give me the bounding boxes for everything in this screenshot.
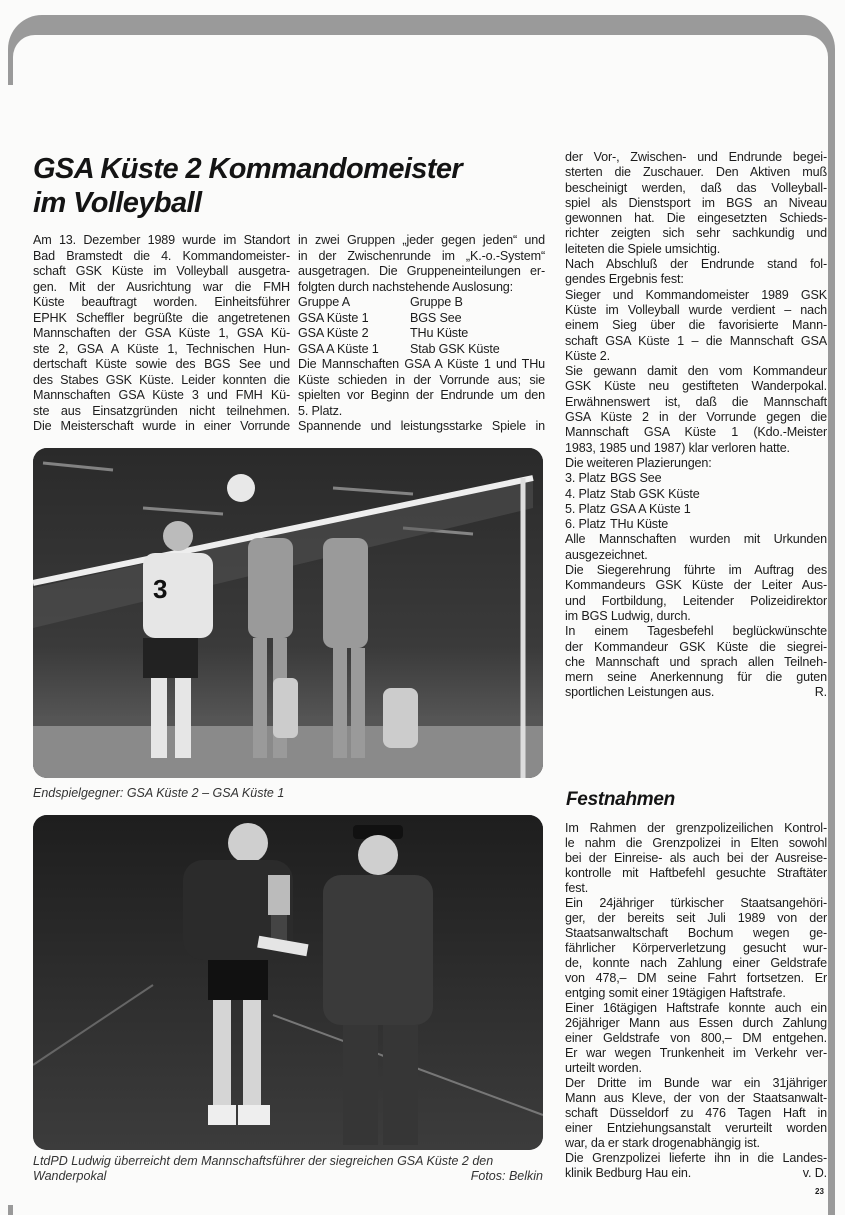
- text-line: fest.: [565, 881, 589, 895]
- list-label: GSA A Küste 1: [298, 341, 379, 356]
- text-line: Er war wegen Trunkenheit im Verkehr ver-: [565, 1046, 827, 1060]
- photo-credit: Fotos: Belkin: [470, 1169, 543, 1183]
- photo-caption-1: Endspielgegner: GSA Küste 2 – GSA Küste 1: [33, 786, 285, 800]
- text-line: von 478,– DM seine Fahrt fortsetzen. Er: [565, 971, 827, 985]
- text-line: im BGS Ludwig, durch.: [565, 608, 691, 623]
- text-line: Mann aus Kleve, der von der Staatsanwalt-: [565, 1091, 827, 1105]
- text-line: spielten vor Beginn der Endrunde um den: [298, 388, 545, 402]
- article-column-1: [33, 233, 290, 435]
- photo-caption-2: [33, 1154, 543, 1184]
- list-label: GSA Küste 2: [298, 326, 369, 340]
- text-line: richter zeigten sich sehr sachkundig und: [565, 226, 827, 241]
- title-line: GSA Küste 2 Kommandomeister: [33, 153, 463, 185]
- list-value: BGS See: [610, 471, 662, 486]
- text-line: Alle Mannschaften wurden mit Urkunden: [565, 532, 827, 547]
- text-line: des Stabes GSK Küste. Leider konnten die: [33, 372, 290, 387]
- text-line: Küste 2.: [565, 348, 611, 363]
- text-line: GSA Küste 2 in der Vorrunde gegen die: [565, 410, 827, 425]
- text-line: und Fortbildung, Leitender Polizeidirektor: [565, 593, 827, 608]
- list-label: 6. Platz: [565, 517, 606, 532]
- text-line: Küste im Volleyball wurde verdient – nach: [565, 302, 827, 317]
- text-line: Einer 16tägigen Haftstrafe konnte auch ein: [565, 1001, 827, 1015]
- text-line: schaft GSA Küste 1 – die Mannschaft GSA: [565, 333, 827, 348]
- list-value: Gruppe B: [410, 295, 463, 309]
- list-value: Stab GSK Küste: [410, 341, 500, 356]
- list-value: Stab GSK Küste: [610, 486, 700, 501]
- text-line: spiel als Dienstsport im BGS an Niveau: [565, 195, 827, 210]
- text-line-content: sportlichen Leistungen aus.: [565, 685, 715, 700]
- text-line: Staatsanwaltschaft Bochum wegen ge-: [565, 926, 827, 940]
- text-line: 5. Platz.: [298, 403, 343, 418]
- text-line: Sieger und Kommandomeister 1989 GSK: [565, 287, 827, 302]
- list-value: GSA A Küste 1: [610, 501, 691, 516]
- text-line: ste aus Einsatzgründen nicht teilnehmen.: [33, 403, 290, 418]
- text-line: In einem Tagesbefehl beglückwünschte: [565, 624, 827, 639]
- page-number: 23: [815, 1187, 824, 1196]
- text-line: Küste beauftragt worden. Einheitsführer: [33, 295, 290, 309]
- text-line: Kommandeurs GSK Küste der Leiter Aus-: [565, 578, 827, 593]
- text-line: in zwei Gruppen „jeder gegen jeden“ und: [298, 233, 545, 247]
- text-line: de, konnte nach Zahlung einer Geldstrafe: [565, 956, 827, 970]
- text-line: schaft Düsseldorf zu 476 Tagen Haft in: [565, 1106, 827, 1120]
- list-label: 5. Platz: [565, 501, 606, 516]
- text-line: der Kommandeur GSK Küste die siegrei-: [565, 639, 827, 654]
- text-line: kontrolle mit Haftbefehl gesuchte Straftäter: [565, 866, 827, 880]
- text-line: ste 2, GSA A Küste 1, Technischen Hun-: [33, 341, 290, 356]
- text-line: ger, der bereits seit Juli 1989 von der: [565, 911, 827, 925]
- text-line: gendes Ergebnis fest:: [565, 272, 684, 287]
- text-line: schaft GSK Küste im Volleyball ausgetra-: [33, 264, 290, 278]
- text-line: 26jähriger Mann aus Essen durch Zahlung: [565, 1016, 827, 1030]
- text-line: GSK Küste neu gestifteten Wanderpokal.: [565, 379, 827, 394]
- text-line: Spannende und leistungsstarke Spiele in: [298, 419, 545, 433]
- text-line: 1983, 1985 und 1987) klar verloren hatte.: [565, 440, 790, 455]
- text-line: Ein 24jähriger türkischer Staatsangehöri-: [565, 896, 827, 910]
- text-line: Sie gewann damit den vom Kommandeur: [565, 364, 827, 379]
- article-column-3: [565, 150, 827, 701]
- list-row: [298, 342, 545, 358]
- list-row: [565, 471, 827, 486]
- text-line: Mannschaften der GSA Küste 1, GSA Kü-: [33, 326, 290, 340]
- list-value: THu Küste: [610, 517, 669, 532]
- text-line: Die Grenzpolizei lieferte ihn in die Landes-: [565, 1151, 827, 1165]
- text-line: dertschaft Küste sowie des BGS See und: [33, 357, 290, 371]
- text-line: urteilt worden.: [565, 1061, 642, 1075]
- text-line: Erwähnenswert ist, daß die Mannschaft: [565, 394, 827, 409]
- text-line: Die weiteren Plazierungen:: [565, 455, 712, 470]
- text-line: einer Geldstrafe von 800,– DM entgehen.: [565, 1031, 827, 1045]
- list-row: [565, 517, 827, 532]
- text-line: Bad Bramstedt die 4. Kommandomeister-: [33, 248, 290, 263]
- text-line: [565, 1166, 827, 1181]
- text-line: entging somit einer 19tägigen Haftstrafe.: [565, 986, 786, 1000]
- article-column-2: [298, 233, 545, 435]
- volleyball: [227, 474, 255, 502]
- text-line: ausgetragen. Die Gruppeneinteilungen er-: [298, 264, 545, 278]
- text-line: Im Rahmen der grenzpolizeilichen Kontrol-: [565, 821, 827, 835]
- list-value: THu Küste: [410, 326, 469, 340]
- festnahmen-column: [565, 821, 827, 1181]
- text-line: Mannschaft GSA Küste 1 (Kdo.-Meister: [565, 425, 827, 440]
- text-line: mern seine Anerkennung für die guten: [565, 670, 827, 685]
- jersey-number: 3: [153, 574, 168, 604]
- text-line: folgten durch nachstehende Auslosung:: [298, 279, 514, 294]
- photo-volleyball-match: [33, 448, 543, 778]
- article-title: [33, 152, 553, 220]
- text-line: che Mannschaft und sprach allen Teilneh-: [565, 654, 827, 669]
- trophy: [268, 875, 290, 945]
- text-line: gewonnen hat. Die eingesetzten Schieds-: [565, 211, 827, 226]
- text-line: einer Entziehungsanstalt verurteilt worden: [565, 1121, 827, 1135]
- text-line-content: klinik Bedburg Hau ein.: [565, 1166, 692, 1180]
- list-label: Gruppe A: [298, 295, 351, 309]
- text-line: EPHK Scheffler begrüßte die angetretenen: [33, 310, 290, 325]
- text-line: Am 13. Dezember 1989 wurde im Standort: [33, 233, 290, 247]
- text-line: le nahm die Grenzpolizei in Elten sowohl: [565, 836, 827, 850]
- author-signature: R.: [814, 685, 827, 700]
- text-line: Nach Abschluß der Endrunde stand fol-: [565, 257, 827, 272]
- text-line: Der Dritte im Bunde war ein 31jähriger: [565, 1076, 827, 1090]
- text-line: ausgezeichnet.: [565, 547, 648, 562]
- text-line: Mannschaften GSA Küste 3 und FMH Kü-: [33, 388, 290, 402]
- text-line: leiteten die Spiele umsichtig.: [565, 241, 721, 256]
- text-line: der Vor-, Zwischen- und Endrunde begei-: [565, 150, 827, 164]
- text-line: war, da er stark drogenabhängig ist.: [565, 1136, 760, 1150]
- text-line: Küste schieden in der Vorrunde aus; sie: [298, 372, 545, 387]
- frame-mask: [0, 85, 13, 1205]
- text-line: bei der Einreise- als auch bei der Ausreise-: [565, 851, 827, 865]
- list-row: [298, 311, 545, 327]
- list-label: 3. Platz: [565, 471, 606, 486]
- text-line: Die Meisterschaft wurde in einer Vorrunde: [33, 419, 290, 433]
- author-signature: v. D.: [802, 1166, 827, 1180]
- title-line: im Volleyball: [33, 187, 202, 219]
- text-line: bescheinigt werden, daß das Volleyball-: [565, 180, 827, 195]
- caption-text: LtdPD Ludwig überreicht dem Mannschaftsführer der siegreichen GSA Küste 2 den Wanderpokal: [33, 1154, 494, 1183]
- text-line: gen. Mit der Ausrichtung war die FMH: [33, 279, 290, 294]
- text-line: [565, 685, 827, 700]
- list-label: 4. Platz: [565, 486, 606, 501]
- list-row: [298, 326, 545, 342]
- text-line: einem Sieg über die favorisierte Mann-: [565, 318, 827, 333]
- list-value: BGS See: [410, 310, 462, 325]
- list-label: GSA Küste 1: [298, 310, 369, 325]
- text-line: fährlicher Körperverletzung gesucht wur-: [565, 941, 827, 955]
- text-line: sterten die Zuschauer. Den Aktiven muß: [565, 165, 827, 180]
- section-heading-festnahmen: Festnahmen: [566, 789, 675, 810]
- list-row: [298, 295, 545, 311]
- text-line: Die Siegerehrung führte im Auftrag des: [565, 563, 827, 578]
- text-line: Die Mannschaften GSA A Küste 1 und THu: [298, 357, 545, 371]
- list-row: [565, 487, 827, 502]
- list-row: [565, 502, 827, 517]
- text-line: in der Zwischenrunde im „K.-o.-System“: [298, 248, 545, 263]
- photo-trophy-presentation: [33, 815, 543, 1150]
